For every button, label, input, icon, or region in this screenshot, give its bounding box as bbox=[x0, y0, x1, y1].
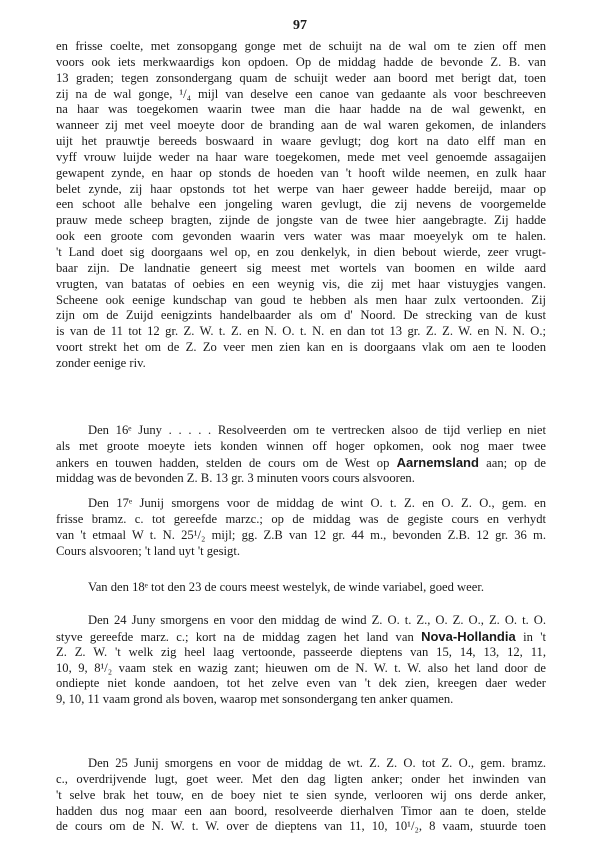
text-line: na haar was toegekomen waarin twee man die haar hadde na de wal gewenkt, en bbox=[56, 102, 546, 117]
text-line: 9, 10, 11 vaam grond als boven, waarop met sonsondergang ten anker quamen. bbox=[56, 692, 454, 707]
text-line: uijt het prauwtje bereeds boswaard in waare gevlugt; dog kort na dato elff man en bbox=[56, 134, 546, 149]
text-line: voors ook iets merkwaardigs kon opdoen. Op de middag hadde de bevonde Z. B. van bbox=[56, 54, 546, 69]
text-line: Den 25 Junij smorgens en voor de middag de wt. Z. Z. O. tot Z. O., gem. bramz. bbox=[88, 756, 546, 770]
text-line: belet zynde, zij haar opstonds tot het werpe van haer geweer hadde bereijd, maar op bbox=[56, 181, 546, 196]
text-line: de cours om de N. W. t. W. over de dieptens van 11, 10, 10¹/₂, 8 vaam, stuurde toen bbox=[56, 819, 546, 834]
text-line: ook een groote com gevonden waarin vers water was maar moeyelyk om te halen. bbox=[56, 229, 546, 244]
text-line: Den 16ᵉ Juny . . . . . Resolveerden om te vertrecken alsoo de tijd verliep en niet bbox=[88, 423, 546, 437]
text-segment: styve gereefde marz. c.; kort na de middag zagen het land van bbox=[56, 629, 422, 644]
text-line: zonder eenige riv. bbox=[56, 355, 146, 370]
text-line: vrugten, van batatas of oebies en een weynig vis, die zij met haar vistuygjes vangen. bbox=[56, 276, 546, 291]
paragraph bbox=[56, 496, 546, 559]
text-line: 13 graden; tegen zonsondergang quam de schuijt weder aan boord met berigt dat, toen bbox=[56, 70, 546, 85]
text-segment: ankers en touwen hadden, stelden de cours om de West op bbox=[56, 455, 397, 470]
paragraph bbox=[56, 613, 546, 708]
paragraph bbox=[56, 423, 546, 486]
text-segment: aan; op de bbox=[478, 455, 547, 470]
text-line: als met groote moeyte iets konden winnen off hoger opkomen, ook nog maer twee bbox=[56, 438, 546, 453]
text-line bbox=[56, 455, 546, 471]
paragraph bbox=[56, 756, 546, 835]
text-line: Van den 18ᵉ tot den 23 de cours meest westelyk, de winde variabel, goed weer. bbox=[88, 580, 484, 594]
text-line: baar zijn. De landnatie geneert sig meest met wortels van boomen en wilde aard bbox=[56, 260, 546, 275]
place-name: Nova-Hollandia bbox=[421, 628, 516, 644]
text-line: van 't etmaal W t. N. 25¹/₂ mijl; gg. Z.B van 12 gr. 44 m., bevonden Z.B. 12 gr. 36 m. bbox=[56, 527, 546, 542]
text-line: is van de 11 tot 12 gr. Z. W. t. Z. en N. O. t. N. en dan tot 13 gr. Z. Z. W. en N. N. O.; bbox=[56, 324, 546, 339]
text-line: 't Land doet sig doorgaans wel op, en zou denkelyk, in dien bebout wierde, zeer vrugt- bbox=[56, 244, 546, 259]
paragraph bbox=[56, 39, 546, 372]
text-line: Den 24 Juny smorgens en voor den middag de wind Z. O. t. Z., O. Z. O., Z. O. t. O. bbox=[88, 613, 546, 627]
page-number: 97 bbox=[293, 18, 307, 33]
place-name: Aarnemsland bbox=[396, 454, 479, 470]
text-line: prauw mede scheep bragten, zijnde de jongste van de twee hier aangebragte. Zij hadde bbox=[56, 213, 546, 228]
text-segment: in 't bbox=[515, 629, 546, 644]
text-line: Z. Z. W. 't welk zig heel laag vertoonde, passeerde dieptens van 15, 14, 13, 12, 11, bbox=[56, 644, 546, 659]
text-line: een schoot alle behalve een jongeling waren gevlugt, die zij nevens de voorgemelde bbox=[56, 197, 546, 212]
text-line: vyff vrouw luijde weder na haar ware toegekomen, mede met veel genoemde assagaijen bbox=[56, 149, 546, 164]
text-line: ondiepte niet konde aandoen, tot het zelve even van 't dek zien, kreegen daer weder bbox=[56, 676, 546, 691]
text-line: c., overdrijvende lugt, goet weer. Met den dag ligten anker; onder het inwinden van bbox=[56, 771, 546, 786]
text-line: voort strekt het om de Z. Zo veer men zien kan en is doorgaans vlak om aen te looden bbox=[56, 340, 546, 355]
text-line: Den 17ᵉ Junij smorgens voor de middag de wint O. t. Z. en O. Z. O., gem. en bbox=[88, 496, 546, 510]
text-line: frisse bramz. c. tot gereefde marzc.; op de middag was de gegiste cours en verhydt bbox=[56, 511, 546, 526]
text-line: 't selve brak het touw, en de boey niet te sien synde, verlooren wij ons derde anker, bbox=[56, 787, 546, 802]
text-line: zijn om de Zuijd eenigzints handelbaarder als om d' Noord. De strecking van de kust bbox=[56, 308, 546, 323]
text-line: Cours alsvooren; 't land uyt 't gesigt. bbox=[56, 543, 240, 558]
text-line bbox=[56, 629, 546, 645]
paragraph bbox=[56, 580, 546, 596]
text-line: wanneer zij met veel moeyte door de branding aan de wal waren gekomen, de inlanders bbox=[56, 118, 546, 133]
text-line: middag was de bevonden Z. B. 13 gr. 3 minuten voors cours alsvooren. bbox=[56, 470, 415, 485]
text-line: zij na de wal gonge, ¹/₄ mijl van deselve een canoe van gedaante als voor beschreeven bbox=[56, 86, 546, 101]
text-line: Scheene ook eenige kundschap van goud te hebben als men haar zulx vertoonden. Zij bbox=[56, 292, 546, 307]
text-line: 10, 9, 8¹/₂ vaam stek en wazig zant; hieuwen om de N. W. t. W. also het land door de bbox=[56, 660, 546, 675]
text-line: gewapent zynde, en haar op stonds de hoeden van 't hooft wilde neemen, en zulk haar bbox=[56, 165, 546, 180]
text-line: en frisse coelte, met zonsopgang gonge met de schuijt na de wal om te zien off men bbox=[56, 39, 546, 53]
text-line: hadden dus nog maar een aan boord, resolveerde dierhalven Timor aan te doen, stelde bbox=[56, 803, 546, 818]
